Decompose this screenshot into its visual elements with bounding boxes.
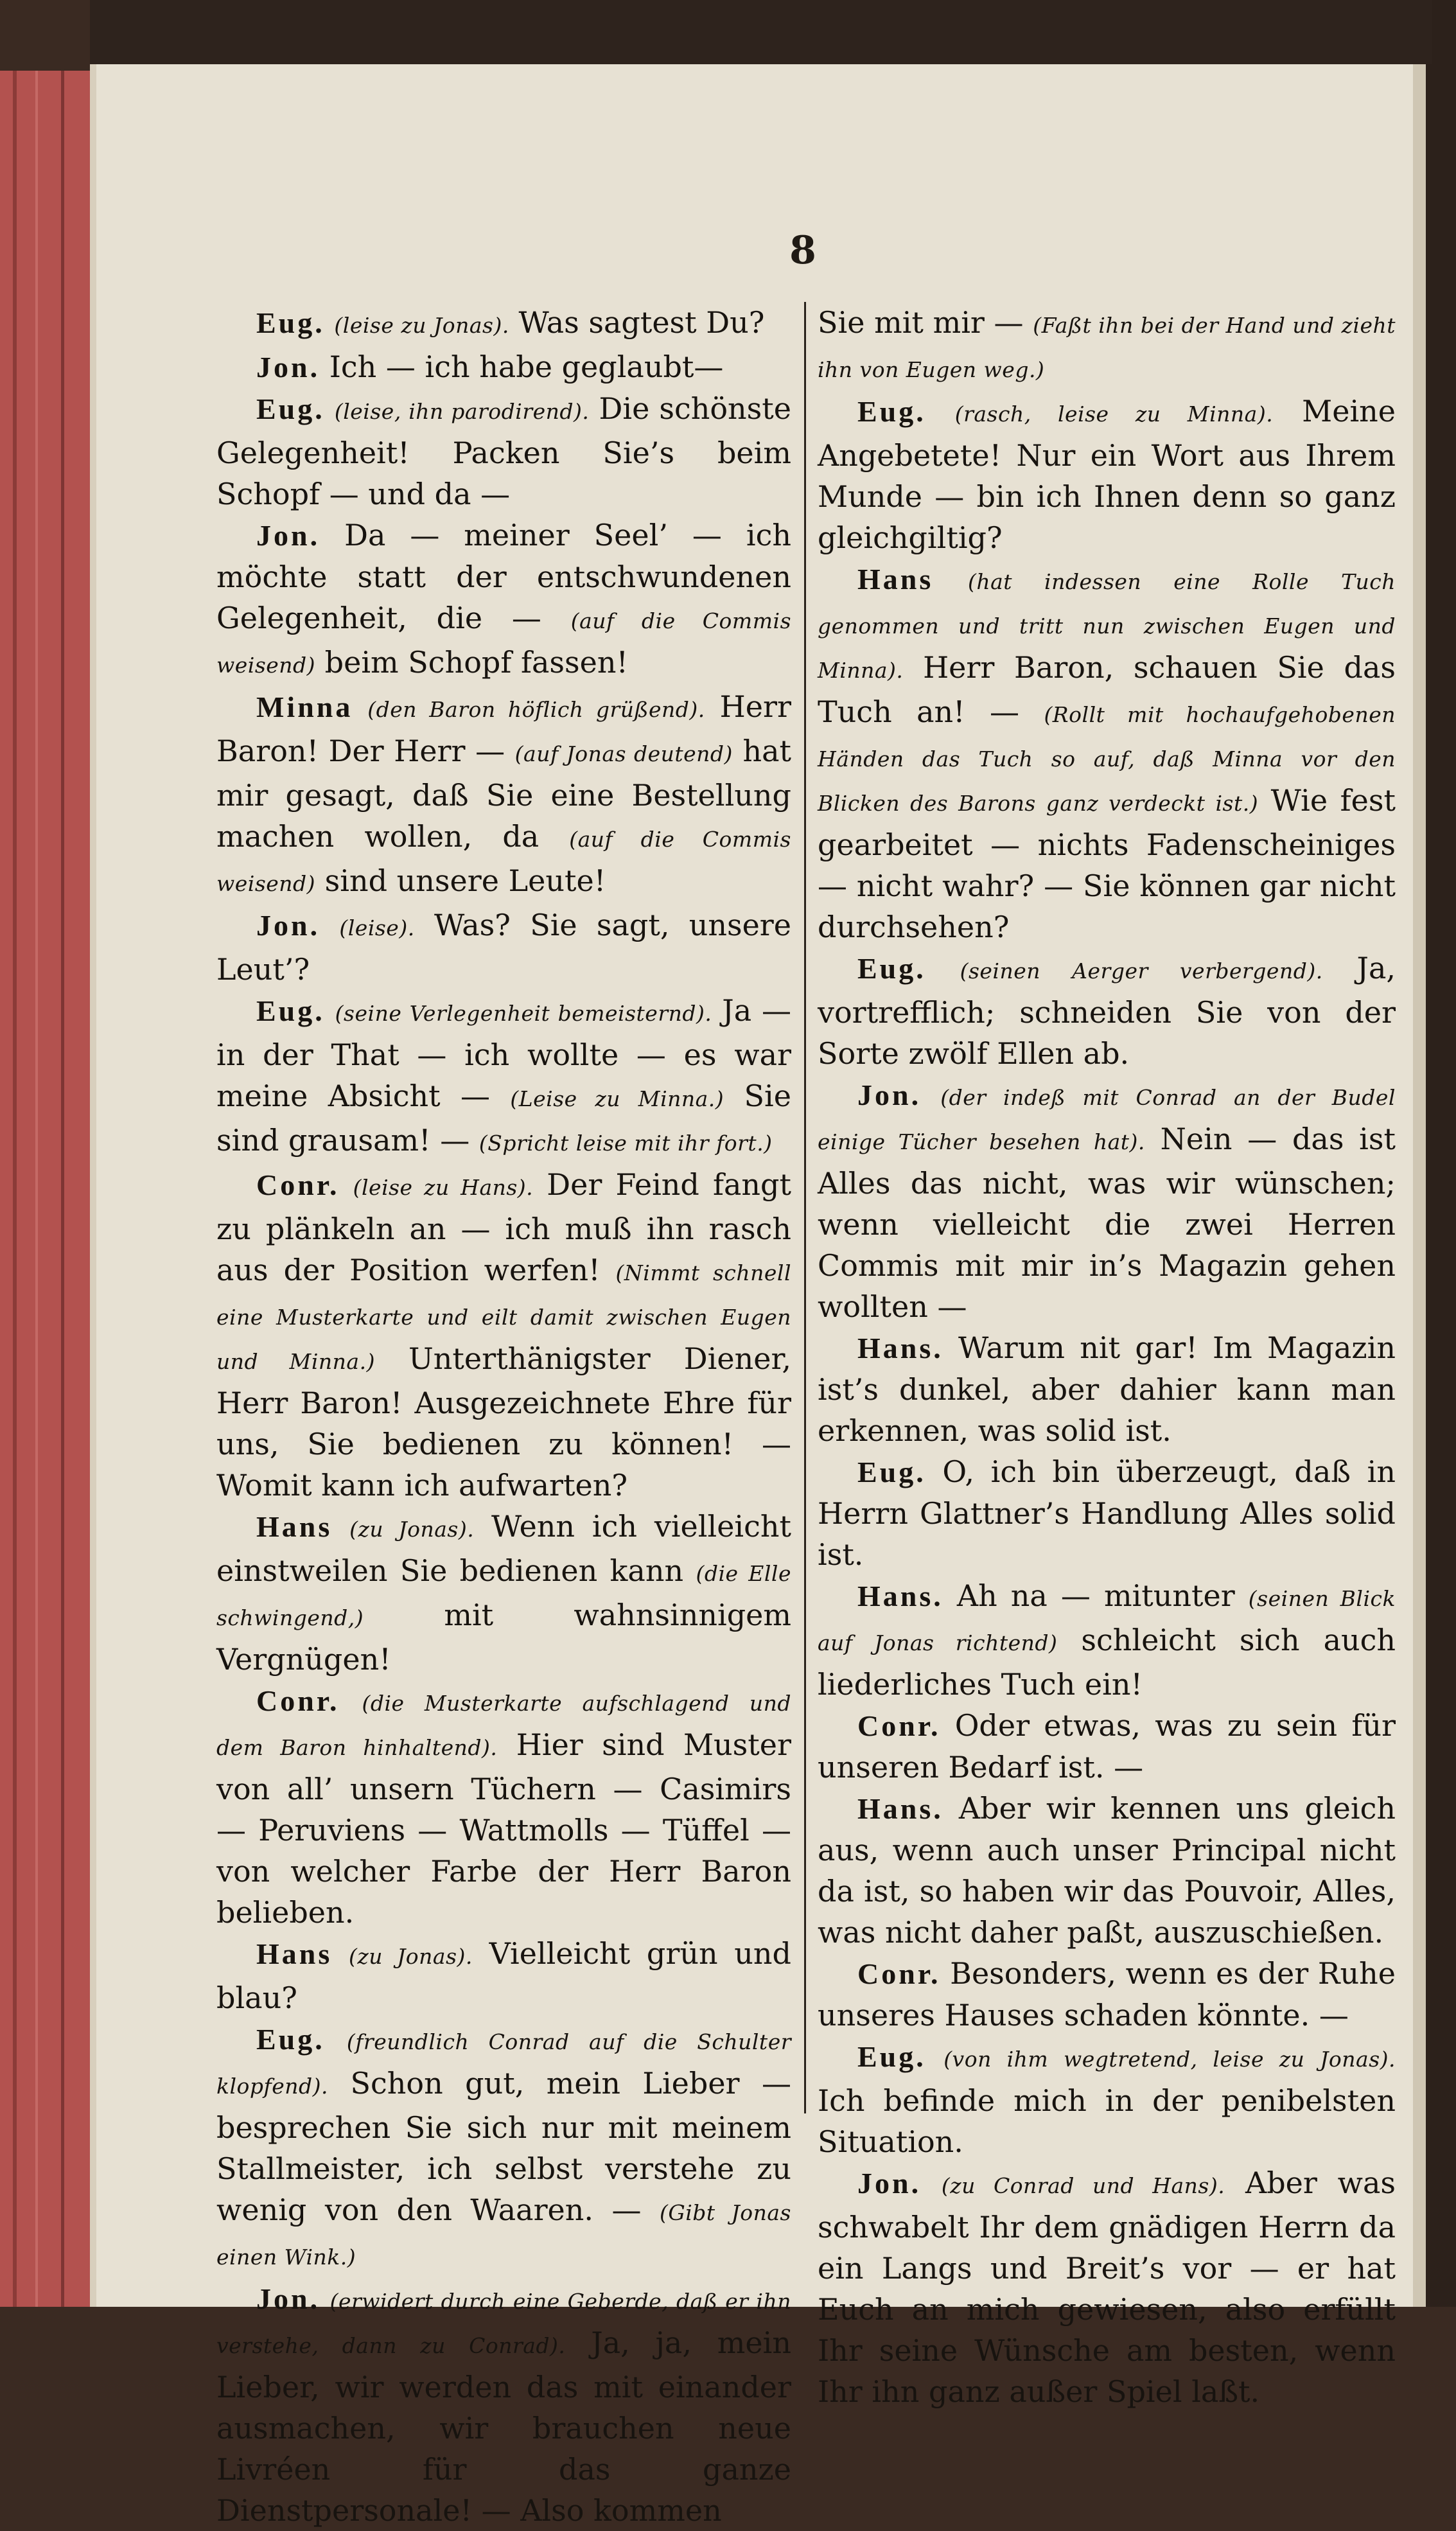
- dialogue-entry: [818, 2162, 1396, 2412]
- stage-direction: (auf die Commis weisend): [216, 608, 792, 678]
- dialogue-text: Ich — ich habe geglaubt—: [329, 349, 724, 384]
- dialogue-text: Oder etwas, was zu sein für unseren Bedarf ist. —: [818, 1708, 1396, 1785]
- speaker-name: Conr.: [857, 1957, 941, 1990]
- speaker-name: Minna: [256, 691, 353, 723]
- stage-direction: (leise zu Jonas).: [334, 313, 509, 338]
- stage-direction: (Faßt ihn bei der Hand und zieht ihn von Eugen weg.): [818, 313, 1396, 382]
- speaker-name: Hans: [857, 563, 934, 595]
- stage-direction: (hat indessen eine Rolle Tuch genommen und tritt nun zwischen Eugen und Minna).: [818, 569, 1396, 683]
- dialogue-text: Aber wir kennen uns gleich aus, wenn auch unser Principal nicht da ist, so haben wir das Pouvoir, Alles, was nicht daher paßt, auszuschießen.: [818, 1791, 1396, 1950]
- dialogue-text: Meine Angebetete! Nur ein Wort aus Ihrem Munde — bin ich Ihnen denn so ganz gleichgiltig?: [818, 394, 1396, 555]
- stage-direction: (zu Jonas).: [349, 1517, 475, 1542]
- dialogue-entry: [216, 302, 791, 346]
- stage-direction: (die Musterkarte aufschlagend und dem Baron hinhaltend).: [216, 1691, 791, 1760]
- dialogue-text: hat mir gesagt, daß Sie eine Bestellung machen wollen, da: [216, 734, 792, 854]
- stage-direction: (seine Verlegenheit bemeisternd).: [335, 1001, 712, 1026]
- speaker-name: Conr.: [857, 1709, 941, 1742]
- dialogue-text: sind unsere Leute!: [324, 863, 606, 898]
- speaker-name: Eug.: [857, 952, 926, 985]
- dialogue-entry: [818, 1788, 1396, 1953]
- dialogue-entry: [818, 1074, 1396, 1327]
- speaker-name: Eug.: [256, 2023, 325, 2056]
- dialogue-entry: [818, 1327, 1396, 1451]
- dialogue-text: Hier sind Muster von all’ unsern Tüchern — Casimirs — Peruviens — Wattmolls — Tüffel — von welcher Farbe der Herr Baron belieben.: [216, 1727, 791, 1930]
- stage-direction: (seinen Aerger verbergend).: [960, 958, 1323, 983]
- dialogue-text: Unterthänigster Diener, Herr Baron! Ausgezeichnete Ehre für uns, Sie bedienen zu können! — Womit kann ich aufwarten?: [216, 1341, 792, 1503]
- right-column: [818, 302, 1396, 2409]
- speaker-name: Hans: [256, 1510, 333, 1543]
- dialogue-entry: [216, 515, 791, 686]
- dialogue-text: Ja, ja, mein Lieber, wir werden das mit einander ausmachen, wir brauchen neue Livréen für das ganze Dienstpersonale! — Also kommen: [216, 2325, 791, 2528]
- speaker-name: Hans.: [857, 1580, 943, 1612]
- dialogue-text: Besonders, wenn es der Ruhe unseres Hauses schaden könnte. —: [818, 1956, 1396, 2033]
- dialogue-text: schleicht sich auch liederliches Tuch ein!: [818, 1623, 1396, 1702]
- dialogue-entry: [216, 1164, 791, 1506]
- stage-direction: (seinen Blick auf Jonas richtend): [818, 1586, 1396, 1655]
- dialogue-entry: [818, 1953, 1396, 2036]
- dialogue-entry: [216, 1680, 791, 1933]
- stage-direction: (Rollt mit hochaufgehobenen Händen das Tuch so auf, daß Minna vor den Blicken des Barons ganz verdeckt ist.): [818, 702, 1396, 816]
- dialogue-text: Warum nit gar! Im Magazin ist’s dunkel, aber dahier kann man erkennen, was solid ist.: [818, 1330, 1396, 1448]
- stage-direction: (den Baron höflich grüßend).: [367, 697, 705, 722]
- dialogue-entry: [216, 686, 791, 904]
- dialogue-text: Wie fest gearbeitet — nichts Fadenscheiniges — nicht wahr? — Sie können gar nicht durchsehen?: [818, 783, 1396, 944]
- dialogue-entry: [818, 558, 1396, 948]
- stage-direction: (von ihm wegtretend, leise zu Jonas).: [943, 2047, 1396, 2072]
- dialogue-entry: [216, 2278, 791, 2531]
- stage-direction: (auf Jonas deutend): [514, 741, 733, 766]
- dialogue-text: Die schönste Gelegenheit! Packen Sie’s beim Schopf — und da —: [216, 391, 791, 511]
- stage-direction: (zu Conrad und Hans).: [941, 2173, 1225, 2198]
- stage-direction: (die Elle schwingend,): [216, 1561, 791, 1630]
- speaker-name: Jon.: [256, 2282, 320, 2315]
- dialogue-text: Herr Baron! Der Herr —: [216, 689, 791, 768]
- left-column: [216, 302, 792, 2528]
- dialogue-entry: [818, 1451, 1396, 1575]
- dialogue-entry: [216, 388, 791, 515]
- dialogue-text: Vielleicht grün und blau?: [216, 1936, 792, 2015]
- dialogue-text: mit wahnsinnigem Vergnügen!: [216, 1598, 791, 1677]
- stage-direction: (leise).: [339, 915, 415, 940]
- speaker-name: Eug.: [256, 306, 325, 339]
- stage-direction: (leise zu Hans).: [353, 1175, 534, 1200]
- stage-direction: (Gibt Jonas einen Wink.): [216, 2200, 791, 2270]
- stage-direction: (der indeß mit Conrad an der Budel einige Tücher besehen hat).: [818, 1085, 1396, 1154]
- speaker-name: Eug.: [857, 395, 926, 428]
- speaker-name: Conr.: [256, 1684, 340, 1717]
- dialogue-entry: [216, 2018, 791, 2278]
- dialogue-text: Was sagtest Du?: [518, 305, 765, 340]
- dialogue-text: Ah na — mitunter: [956, 1578, 1235, 1613]
- dialogue-text: Der Feind fangt zu plänkeln an — ich muß ihn rasch aus der Position werfen!: [216, 1167, 791, 1287]
- dialogue-entry: [818, 302, 1396, 391]
- speaker-name: Hans: [256, 1937, 333, 1970]
- dialogue-entry: [216, 1933, 791, 2018]
- speaker-name: Jon.: [857, 2167, 922, 2200]
- dialogue-entry: [216, 904, 791, 990]
- dialogue-text: Ja, vortrefflich; schneiden Sie von der Sorte zwölf Ellen ab.: [818, 951, 1396, 1071]
- dialogue-entry: [216, 1506, 791, 1680]
- stage-direction: (rasch, leise zu Minna).: [954, 401, 1274, 427]
- speaker-name: Jon.: [256, 909, 320, 942]
- stage-direction: (zu Jonas).: [348, 1944, 473, 1969]
- dialogue-text: beim Schopf fassen!: [324, 645, 628, 680]
- dialogue-entry: [818, 2036, 1396, 2162]
- speaker-name: Hans.: [857, 1792, 943, 1825]
- speaker-name: Jon.: [256, 351, 320, 384]
- speaker-name: Conr.: [256, 1168, 340, 1201]
- dialogue-entry: [216, 346, 791, 388]
- dialogue-text: Aber was schwabelt Ihr dem gnädigen Herrn da ein Langs und Breit’s vor — er hat Euch an mich gewiesen, also erfüllt Ihr seine Wünsche am besten, wenn Ihr ihn ganz außer Spiel laßt.: [818, 2165, 1396, 2409]
- dialogue-text: Da — meiner Seel’ — ich möchte statt der entschwundenen Gelegenheit, die —: [216, 518, 791, 635]
- stage-direction: (Nimmt schnell eine Musterkarte und eilt damit zwischen Eugen und Minna.): [216, 1260, 792, 1374]
- speaker-name: Eug.: [857, 2040, 926, 2073]
- dialogue-text: Ja — in der That — ich wollte — es war meine Absicht —: [216, 993, 792, 1113]
- stage-direction: (auf die Commis weisend): [216, 827, 791, 896]
- stage-direction: (Leise zu Minna.): [510, 1086, 724, 1111]
- column-divider: [804, 302, 806, 2113]
- dialogue-entry: [818, 391, 1396, 558]
- speaker-name: Hans.: [857, 1332, 943, 1364]
- stage-direction: (erwidert durch eine Geberde, daß er ihn verstehe, dann zu Conrad).: [216, 2289, 791, 2358]
- dialogue-text: O, ich bin überzeugt, daß in Herrn Glattner’s Handlung Alles solid ist.: [818, 1454, 1396, 1572]
- dialogue-text: Was? Sie sagt, unsere Leut’?: [216, 908, 792, 987]
- page-number: 8: [789, 228, 816, 273]
- stage-direction: (Spricht leise mit ihr fort.): [478, 1131, 773, 1156]
- dialogue-text: Schon gut, mein Lieber — besprechen Sie sich nur mit meinem Stallmeister, ich selbst verstehe zu wenig von den Waaren. —: [216, 2066, 791, 2227]
- speaker-name: Jon.: [857, 1079, 922, 1111]
- dialogue-text: Nein — das ist Alles das nicht, was wir wünschen; wenn vielleicht die zwei Herren Commis mit mir in’s Magazin gehen wollten —: [818, 1122, 1396, 1324]
- speaker-name: Eug.: [857, 1456, 926, 1488]
- speaker-name: Eug.: [256, 392, 325, 425]
- dialogue-entry: [818, 1575, 1396, 1705]
- dialogue-text: Wenn ich vielleicht einstweilen Sie bedienen kann: [216, 1509, 792, 1588]
- dialogue-text: Sie sind grausam! —: [216, 1079, 791, 1158]
- dialogue-text: Ich befinde mich in der penibelsten Situation.: [818, 2083, 1396, 2159]
- stage-direction: (freundlich Conrad auf die Schulter klopfend).: [216, 2029, 791, 2099]
- dialogue-entry: [818, 1705, 1396, 1788]
- dialogue-text: Sie mit mir —: [818, 305, 1024, 340]
- stage-direction: (leise, ihn parodirend).: [334, 399, 590, 424]
- dialogue-text: Herr Baron, schauen Sie das Tuch an! —: [818, 650, 1396, 729]
- dialogue-entry: [818, 948, 1396, 1074]
- speaker-name: Eug.: [256, 994, 325, 1027]
- speaker-name: Jon.: [256, 519, 320, 552]
- dialogue-entry: [216, 990, 791, 1164]
